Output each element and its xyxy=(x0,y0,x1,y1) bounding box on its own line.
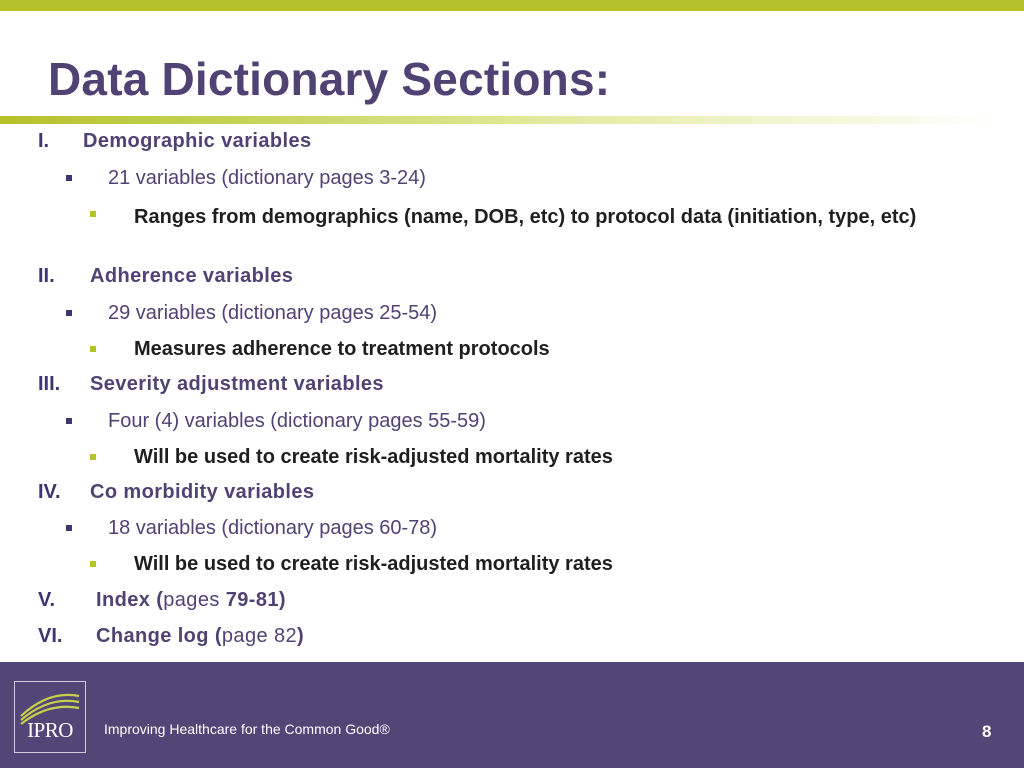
section-4-heading xyxy=(38,481,315,504)
section-2-numeral: II. xyxy=(38,265,55,287)
section-6-title-light: page 82 xyxy=(221,625,298,647)
section-3-count: Four (4) variables (dictionary pages 55-59) xyxy=(108,410,486,432)
section-1-heading xyxy=(38,130,312,153)
ipro-logo xyxy=(14,681,86,753)
bullet-square-icon xyxy=(90,346,96,352)
section-3-detail: Will be used to create risk-adjusted mortality rates xyxy=(134,446,613,468)
section-6-title-tail: ) xyxy=(297,625,305,647)
section-3-heading xyxy=(38,373,384,396)
section-6-title xyxy=(96,625,304,648)
section-3-title: Severity adjustment variables xyxy=(90,373,384,395)
bullet-square-icon xyxy=(90,561,96,567)
section-2-detail: Measures adherence to treatment protocols xyxy=(134,338,550,360)
section-5-numeral: V. xyxy=(38,589,56,611)
section-4-detail-item xyxy=(134,553,613,576)
logo-text: IPRO xyxy=(27,718,73,742)
section-3-detail-item xyxy=(134,446,613,469)
section-5-title-bold: Index ( xyxy=(96,589,164,611)
section-2-count: 29 variables (dictionary pages 25-54) xyxy=(108,302,438,324)
bullet-square-icon xyxy=(66,310,72,316)
section-2-heading xyxy=(38,265,294,288)
section-1-detail: Ranges from demographics (name, DOB, etc) to protocol data (initiation, type, etc) xyxy=(134,206,917,228)
footer-bar xyxy=(0,662,1024,768)
section-4-numeral: IV. xyxy=(38,481,61,503)
section-5-title xyxy=(96,589,286,612)
section-2-detail-item xyxy=(134,338,550,361)
bullet-square-icon xyxy=(66,175,72,181)
section-1-title: Demographic variables xyxy=(83,130,312,152)
section-1-count-item xyxy=(108,167,426,190)
slide-title: Data Dictionary Sections: xyxy=(48,53,611,105)
section-6-numeral: VI. xyxy=(38,625,63,647)
section-1-numeral: I. xyxy=(38,130,50,152)
section-4-count-item xyxy=(108,517,437,540)
section-6-heading xyxy=(38,625,305,648)
section-5-title-light: pages xyxy=(163,589,220,611)
section-5-title-tail: 79-81) xyxy=(219,589,286,611)
bullet-square-icon xyxy=(90,211,96,217)
footer-tagline: Improving Healthcare for the Common Good® xyxy=(104,721,390,737)
bullet-square-icon xyxy=(66,418,72,424)
section-4-detail: Will be used to create risk-adjusted mortality rates xyxy=(134,553,613,575)
section-6-title-bold: Change log ( xyxy=(96,625,222,647)
section-2-title: Adherence variables xyxy=(90,265,294,287)
section-3-count-item xyxy=(108,410,486,433)
section-3-numeral: III. xyxy=(38,373,61,395)
section-4-count: 18 variables (dictionary pages 60-78) xyxy=(108,517,438,539)
section-5-heading xyxy=(38,589,286,612)
bullet-square-icon xyxy=(66,525,72,531)
bullet-square-icon xyxy=(90,454,96,460)
section-4-title: Co morbidity variables xyxy=(90,481,315,503)
section-1-count: 21 variables (dictionary pages 3-24) xyxy=(108,167,426,189)
section-2-count-item xyxy=(108,302,437,325)
page-number: 8 xyxy=(982,722,992,741)
section-1-detail-item xyxy=(134,203,994,231)
